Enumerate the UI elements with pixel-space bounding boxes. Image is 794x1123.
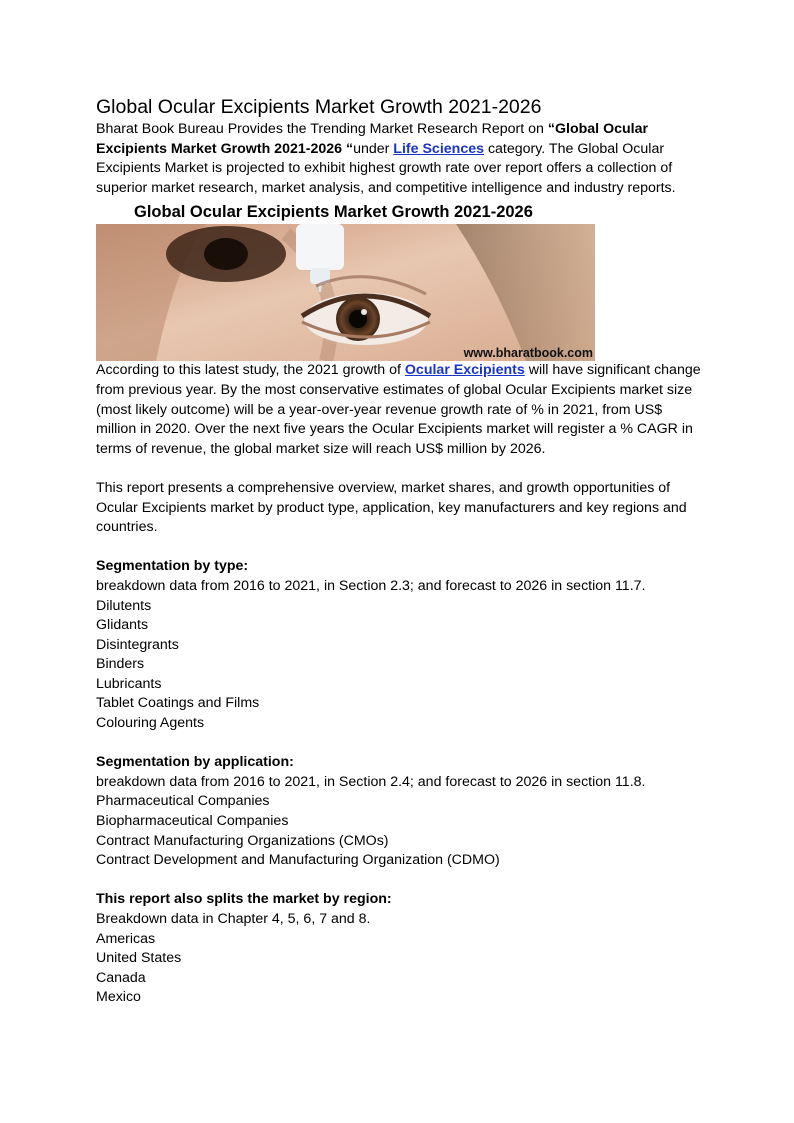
study-paragraph — [96, 361, 706, 459]
list-item: Tablet Coatings and Films — [96, 695, 260, 712]
list-item: Lubricants — [96, 675, 162, 692]
application-heading: Segmentation by application: — [96, 754, 294, 771]
list-item: Biopharmaceutical Companies — [96, 813, 289, 830]
list-item: Contract Manufacturing Organizations (CMOs) — [96, 832, 389, 849]
region-note: Breakdown data in Chapter 4, 5, 6, 7 and 8. — [96, 911, 371, 927]
spacer — [96, 871, 706, 891]
list-item: United States — [96, 950, 182, 967]
list-item: Americas — [96, 930, 156, 947]
intro-paragraph — [96, 120, 706, 198]
intro-open-quote: “ — [547, 121, 555, 137]
intro-text: Bharat Book Bureau Provides the Trending Market Research Report on — [96, 121, 548, 137]
list-item: Contract Development and Manufacturing Organization (CDMO) — [96, 852, 500, 869]
list-item: Dilutents — [96, 597, 152, 614]
type-list — [96, 597, 706, 734]
list-item: Binders — [96, 656, 145, 673]
life-sciences-link[interactable]: Life Sciences — [393, 140, 484, 157]
application-note: breakdown data from 2016 to 2021, in Section 2.4; and forecast to 2026 in section 11.8. — [96, 773, 646, 790]
figure-watermark: www.bharatbook.com — [463, 346, 593, 361]
list-item: Colouring Agents — [96, 715, 205, 732]
type-heading: Segmentation by type: — [96, 558, 249, 575]
figure-title: Global Ocular Excipients Market Growth 2021-2026 — [134, 203, 533, 222]
overview-paragraph: This report presents a comprehensive overview, market shares, and growth opportunities of Ocular Excipients market by product type, application, key manufacturers and key regions and countries. — [96, 479, 687, 536]
spacer — [96, 459, 706, 479]
intro-under: under — [353, 140, 394, 157]
study-rest: will have significant change from previous year. By the most conservative estimates of global Ocular Excipients market size (most likely outcome) will be a year-over-year revenue growth rate of % in 2021, from US$ million in 2020. Over the next five years the Ocular Excipients market will register a % CAGR in terms of revenue, the global market size will reach US$ million by 2026. — [96, 362, 701, 457]
list-item: Glidants — [96, 617, 149, 634]
list-item: Disintegrants — [96, 636, 179, 653]
region-heading: This report also splits the market by region: — [96, 891, 392, 908]
ocular-excipients-link[interactable]: Ocular Excipients — [404, 362, 525, 379]
page-title: Global Ocular Excipients Market Growth 2021-2026 — [96, 96, 542, 118]
study-text: According to this latest study, the 2021 growth of — [96, 362, 405, 379]
spacer — [96, 734, 706, 754]
intro-close-quote: “ — [345, 140, 354, 157]
eye-drop-illustration — [96, 224, 595, 361]
intro-rest: category. The Global Ocular Excipients Market is projected to exhibit highest growth rate over report offers a collection of superior market research, market analysis, and competitive intelligence and industry reports. — [96, 140, 676, 196]
region-list — [96, 930, 706, 1008]
eye-drop-photo — [96, 224, 595, 361]
intro-report-title: Global Ocular Excipients Market Growth 2021-2026 — [96, 121, 649, 157]
type-note: breakdown data from 2016 to 2021, in Section 2.3; and forecast to 2026 in section 11.7. — [96, 577, 646, 594]
list-item: Canada — [96, 969, 146, 986]
list-item: Pharmaceutical Companies — [96, 793, 270, 810]
application-list — [96, 792, 706, 870]
document-page — [96, 94, 706, 1008]
list-item: Mexico — [96, 989, 141, 1006]
spacer — [96, 538, 706, 558]
